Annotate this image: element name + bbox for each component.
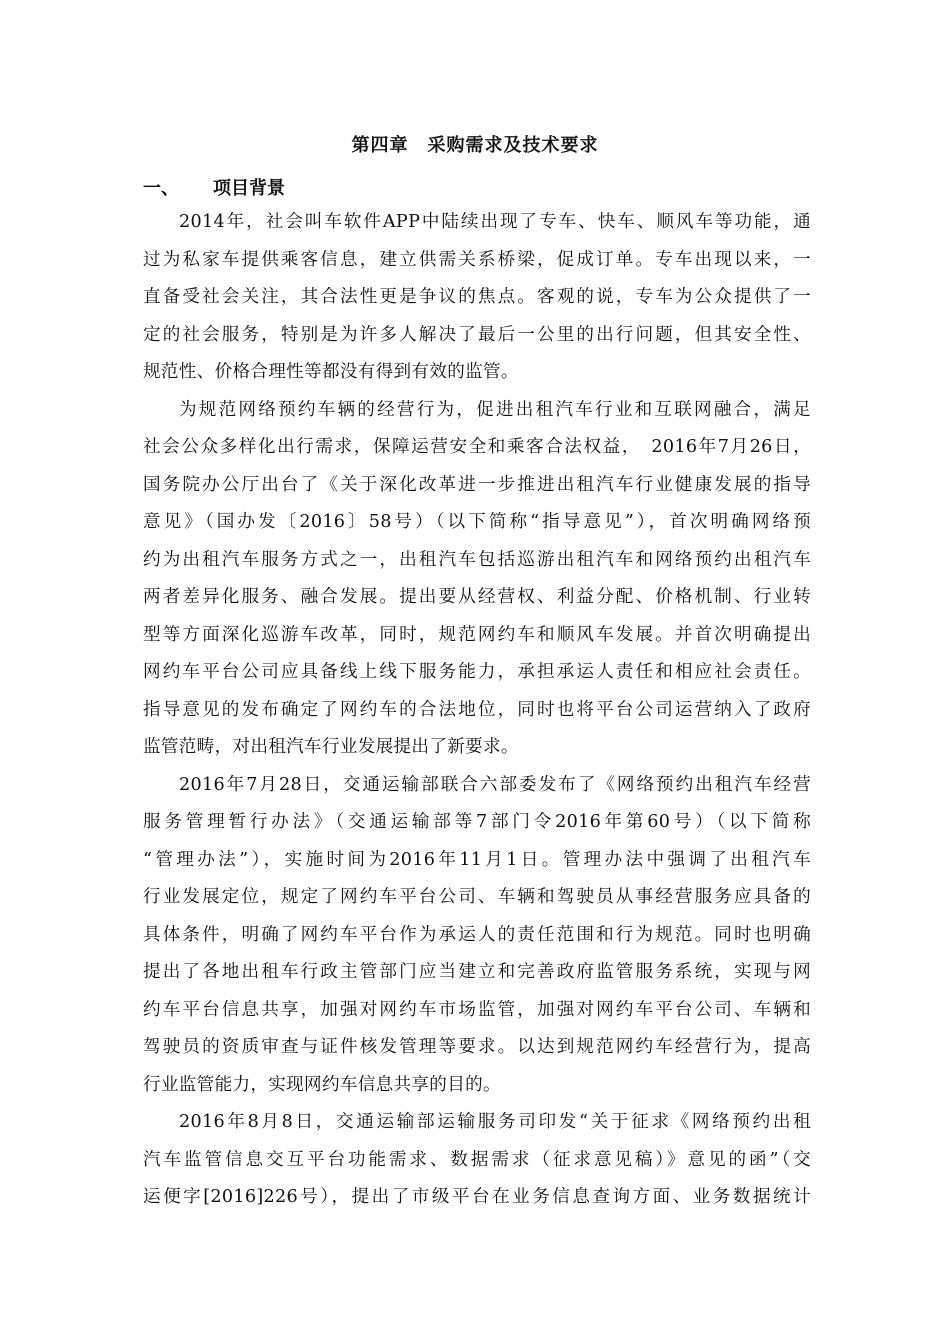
body-text (143, 204, 811, 1217)
text-line: 直备受社会关注，其合法性更是争议的焦点。客观的说，专车为公众提供了一 (143, 287, 811, 307)
text-line: 指导意见的发布确定了网约车的合法地位，同时也将平台公司运营纳入了政府 (143, 699, 811, 720)
text-line: 提出了各地出租车行政主管部门应当建立和完善政府监管服务系统，实现与网 (143, 962, 811, 982)
text-line: 社会公众多样化出行需求，保障运营安全和乘客合法权益， 2016年7月26日， (143, 437, 811, 457)
paragraph (143, 767, 811, 1105)
text-line: “管理办法”），实施时间为2016年11月1日。管理办法中强调了出租汽车 (143, 849, 811, 870)
text-line: 行业发展定位，规定了网约车平台公司、车辆和驾驶员从事经营服务应具备的 (143, 887, 811, 907)
text-line: 具体条件，明确了网约车平台作为承运人的责任范围和行为规范。同时也明确 (143, 924, 811, 945)
text-line: 行业监管能力，实现网约车信息共享的目的。 (143, 1074, 501, 1095)
text-line: 定的社会服务，特别是为许多人解决了最后一公里的出行问题，但其安全性、 (143, 324, 811, 345)
paragraph (143, 204, 811, 392)
text-line: 过为私家车提供乘客信息，建立供需关系桥梁，促成订单。专车出现以来，一 (143, 249, 811, 270)
text-line: 2016年8月8日，交通运输部运输服务司印发“关于征求《网络预约出租 (179, 1112, 811, 1132)
paragraph (143, 1104, 811, 1217)
text-line: 2016年7月28日，交通运输部联合六部委发布了《网络预约出租汽车经营 (179, 774, 811, 795)
text-line: 约为出租汽车服务方式之一，出租汽车包括巡游出租汽车和网络预约出租汽车 (143, 549, 811, 570)
text-line: 汽车监管信息交互平台功能需求、数据需求（征求意见稿）》意见的函”（交 (143, 1149, 811, 1170)
text-line: 型等方面深化巡游车改革，同时，规范网约车和顺风车发展。并首次明确提出 (143, 624, 811, 645)
text-line: 为规范网络预约车辆的经营行为，促进出租汽车行业和互联网融合，满足 (179, 399, 811, 420)
text-line: 规范性、价格合理性等都没有得到有效的监管。 (143, 362, 519, 382)
section-number: 一、 (143, 178, 179, 199)
text-line: 国务院办公厅出台了《关于深化改革进一步推进出租汽车行业健康发展的指导 (143, 474, 811, 495)
text-line: 运便字[2016]226号），提出了市级平台在业务信息查询方面、业务数据统计 (143, 1187, 811, 1207)
paragraph (143, 392, 811, 767)
text-line: 意见》（国办发〔2016〕58号）（以下简称“指导意见”），首次明确网络预 (143, 512, 811, 532)
text-line: 服务管理暂行办法》（交通运输部等7部门令2016年第60号）（以下简称 (143, 812, 811, 832)
text-line: 网约车平台公司应具备线上线下服务能力，承担承运人责任和相应社会责任。 (143, 662, 811, 682)
text-line: 监管范畴，对出租汽车行业发展提出了新要求。 (143, 737, 519, 757)
text-line: 2014年，社会叫车软件APP中陆续出现了专车、快车、顺风车等功能，通 (179, 212, 811, 232)
section-title: 项目背景 (213, 178, 285, 199)
text-line: 两者差异化服务、融合发展。提出要从经营权、利益分配、价格机制、行业转 (143, 587, 811, 607)
chapter-title: 第四章 采购需求及技术要求 (351, 135, 599, 156)
text-line: 驾驶员的资质审查与证件核发管理等要求。以达到规范网约车经营行为，提高 (143, 1037, 811, 1057)
text-line: 约车平台信息共享，加强对网约车市场监管，加强对网约车平台公司、车辆和 (143, 999, 811, 1020)
section-heading (143, 174, 285, 200)
